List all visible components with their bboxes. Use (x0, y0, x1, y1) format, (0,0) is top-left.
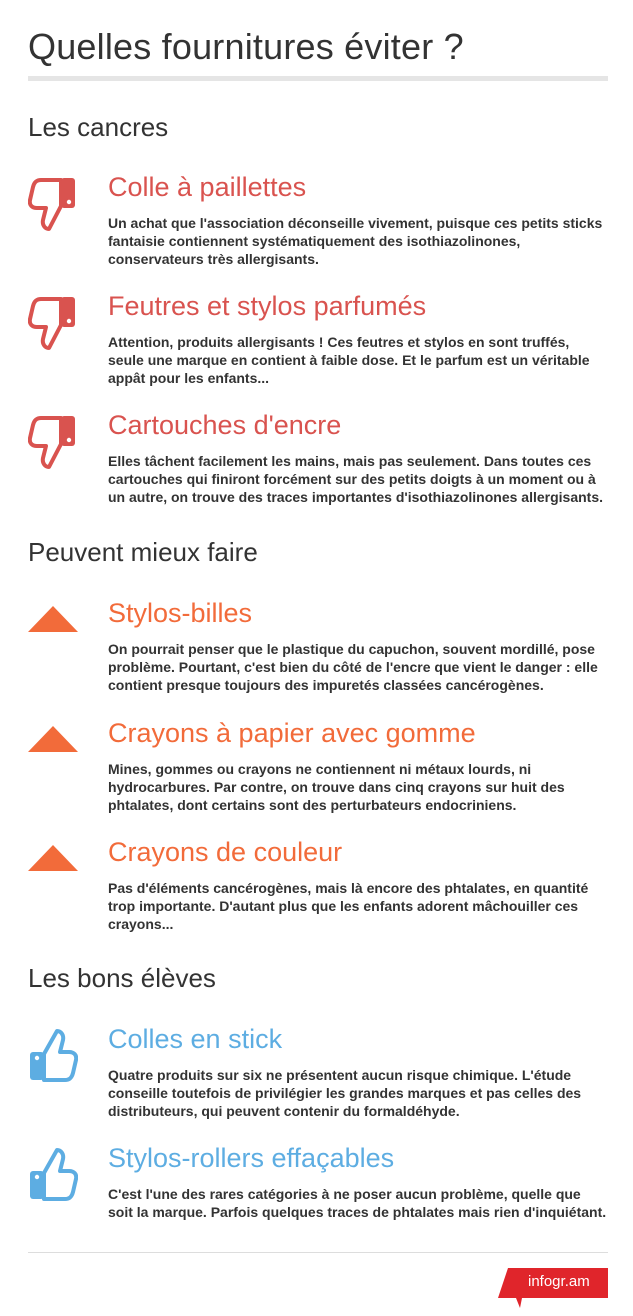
item-title: Colles en stick (108, 1024, 283, 1054)
item-description: Pas d'éléments cancérogènes, mais là encore des phtalates, en quantité trop importante. D'autant plus que les enfants adorent mâchouiller ces crayons... (108, 880, 589, 932)
item-description: Un achat que l'association déconseille vivement, puisque ces petits sticks fantaisie contiennent systématiquement des isothiazolinones, conservateurs très allergisants. (108, 215, 603, 267)
item-description: Quatre produits sur six ne présentent aucun risque chimique. L'étude conseille toutefois de privilégier les grandes marques et pas celles des distributeurs, qui peuvent contenir du formaldéhyde. (108, 1067, 582, 1119)
brand-label: infogr.am (528, 1273, 590, 1290)
thumbs-down-icon (28, 414, 78, 470)
list-item (28, 291, 608, 401)
thumbs-up-icon (28, 1028, 78, 1084)
list-item (28, 1143, 608, 1253)
list-item (28, 598, 608, 708)
item-title: Stylos-rollers effaçables (108, 1143, 395, 1173)
section-heading-mieux-faire: Peuvent mieux faire (28, 537, 258, 567)
item-description: Attention, produits allergisants ! Ces feutres et stylos en sont truffés, seule une marque en contient à faible dose. Et le parfum est un véritable appât pour les enfants... (108, 334, 590, 386)
list-item (28, 718, 608, 828)
list-item (28, 172, 608, 282)
list-item (28, 1024, 608, 1134)
triangle-icon (28, 722, 78, 778)
page-title: Quelles fournitures éviter ? (28, 26, 464, 67)
list-item (28, 837, 608, 947)
list-item (28, 410, 608, 520)
triangle-icon (28, 841, 78, 897)
thumbs-down-icon (28, 295, 78, 351)
footer-divider (28, 1252, 608, 1253)
item-title: Colle à paillettes (108, 172, 307, 202)
item-description: Mines, gommes ou crayons ne contiennent ni métaux lourds, ni hydrocarbures. Par contre, on trouve dans cinq crayons sur huit des phtalates, dont certains sont des perturbateurs endocriniens. (108, 761, 565, 813)
item-description: C'est l'une des rares catégories à ne poser aucun problème, quelle que soit la marque. Parfois quelques traces de phtalates mais rien d'inquiétant. (108, 1186, 607, 1220)
section-heading-cancres: Les cancres (28, 112, 169, 142)
infogram-brand-link[interactable] (498, 1268, 608, 1298)
item-title: Cartouches d'encre (108, 410, 342, 440)
thumbs-down-icon (28, 176, 78, 232)
triangle-icon (28, 602, 78, 658)
item-description: Elles tâchent facilement les mains, mais pas seulement. Dans toutes ces cartouches qui finiront forcément sur des petits doigts à un moment ou à un autre, on trouve des traces importantes d'isothiazolinones allergisants. (108, 453, 603, 505)
thumbs-up-icon (28, 1147, 78, 1203)
section-heading-bons-eleves: Les bons élèves (28, 963, 216, 993)
item-title: Crayons à papier avec gomme (108, 718, 476, 748)
item-description: On pourrait penser que le plastique du capuchon, souvent mordillé, pose problème. Pourtant, c'est bien du côté de l'encre que vient le danger : elle contient presque toujours des impuretés classées cancérogènes. (108, 641, 598, 693)
item-title: Stylos-billes (108, 598, 253, 628)
item-title: Feutres et stylos parfumés (108, 291, 427, 321)
title-divider (28, 76, 608, 81)
item-title: Crayons de couleur (108, 837, 343, 867)
